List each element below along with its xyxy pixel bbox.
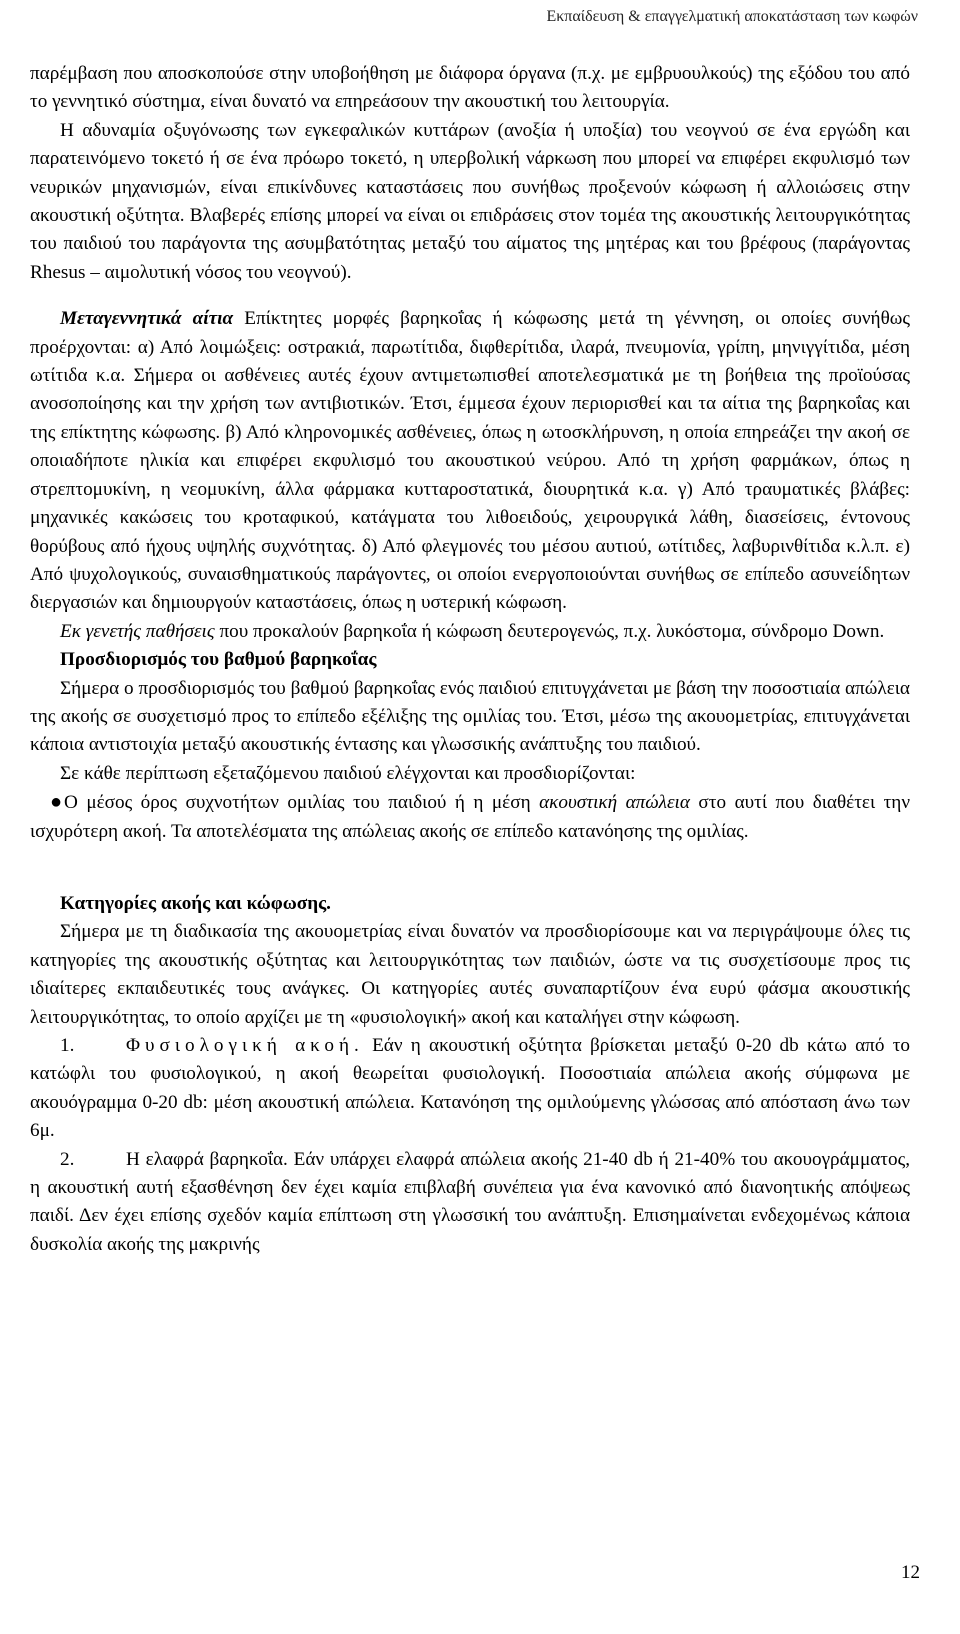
section-lead: Μεταγεννητικά αίτια — [60, 308, 234, 330]
bullet-icon: ● — [50, 791, 63, 814]
paragraph: Σε κάθε περίπτωση εξεταζόμενου παιδιού ελέγχονται και προσδιορίζονται: — [60, 762, 636, 784]
paragraph-text: που προκαλούν βαρηκοΐα ή κώφωση δευτερογενώς, π.χ. λυκόστομα, σύνδρομο Down. — [214, 620, 885, 642]
paragraph — [30, 618, 910, 646]
item-number: 1. — [60, 1035, 75, 1056]
section-lead: Εκ γενετής παθήσεις — [60, 620, 215, 642]
bullet-text: Ο μέσος όρος συχνοτήτων ομιλίας του παιδιού ή η μέση — [64, 792, 540, 814]
item-number: 2. — [60, 1148, 75, 1170]
numbered-item — [30, 1146, 910, 1260]
numbered-item — [30, 1032, 910, 1146]
running-header: Εκπαίδευση & επαγγελματική αποκατάσταση των κωφών — [546, 8, 918, 25]
paragraph: Σήμερα με τη διαδικασία της ακουομετρίας είναι δυνατόν να προσδιορίσουμε και να περιγράψουμε όλες τις κατηγορίες της ακουστικής οξύτητας και λειτουργικότητας των παιδιών, ώστε να τις συσχετίσουμε προς τις ιδιαίτερες εκπαιδευτικές τους ανάγκες. Οι κατηγορίες αυτές συναπαρτίζουν ένα ευρύ φάσμα ακουστικής λειτουργικότητας, το οποίο αρχίζει με τη «φυσιολογική» ακοή και καταλήγει στην κώφωση. — [30, 921, 910, 1028]
item-text: Η ελαφρά βαρηκοΐα. Εάν υπάρχει ελαφρά απώλεια ακοής 21-40 db ή 21-40% του ακουογράμματος, η ακουστική αυτή εξασθένηση δεν έχει καμία επιβλαβή συνέπεια για ένα κανονικό από διανοητικής απόψεως παιδί. Δεν έχει επίσης σχεδόν καμία επίπτωση στη γλωσσική του ανάπτυξη. Επισημαίνεται ενδεχομένως κάποια δυσκολία ακοής της μακρινής — [30, 1148, 910, 1255]
bullet-item — [30, 788, 910, 846]
paragraph: Σήμερα ο προσδιορισμός του βαθμού βαρηκοΐας ενός παιδιού επιτυγχάνεται με βάση την ποσοστιαία απώλεια της ακοής σε συσχετισμό προς το επίπεδο εξέλιξης της ομιλίας του. Έτσι, μέσω της ακουομετρίας, επιτυγχάνεται κάποια αντιστοιχία μεταξύ ακουστικής έντασης και γλωσσικής ανάπτυξης του παιδιού. — [30, 677, 910, 756]
item-label: Φυσιολογική ακοή. — [126, 1035, 364, 1056]
paragraph-text: Επίκτητες μορφές βαρηκοΐας ή κώφωσης μετά τη γέννηση, οι οποίες συνήθως προέρχονται: α) Από λοιμώξεις: οστρακιά, παρωτίτιδα, διφθερίτιδα, ιλαρά, πνευμονία, γρίπη, μηνιγγίτιδα, μέση ωτίτιδα κ.α. Σήμερα οι ασθένειες αυτές έχουν αντιμετωπισθεί αποτελεσματικά με τη βοήθεια της προϊούσας ανοσοποίησης και την χρήση των αντιβιοτικών. Έτσι, έμμεσα έχουν περιορισθεί και τα αίτια της βαρηκοΐας και της επίκτητης κώφωσης. β) Από κληρονομικές ασθένειες, όπως η ωτοσκλήρυνση, η οποία επηρεάζει την ακοή σε οποιαδήποτε ηλικία και επιφέρει εκφυλισμό του ακουστικού νεύρου. Από τη χρήση φαρμάκων, όπως η στρεπτομυκίνη, η νεομυκίνη, άλλα φάρμακα κυτταροστατικά, διουρητικά κ.α. γ) Από τραυματικές βλάβες: μηχανικές κακώσεις του κροταφικού, κατάγματα του λιθοειδούς, χειρουργικά λάθη, διασείσεις, έντονους θορύβους από ήχους υψηλής συχνότητας. δ) Από φλεγμονές του μέσου αυτιού, ωτίτιδες, λαβυρινθίτιδα κ.λ.π. ε) Από ψυχολογικούς, συναισθηματικούς παράγοντες, οι οποίοι ενεργοποιούνται συνήθως σε επίπεδο ασυνείδητων διεργασιών και δημιουργούν καταστάσεις, όπως η υστερική κώφωση. — [30, 308, 910, 614]
document-body — [30, 60, 910, 1259]
paragraph — [30, 305, 910, 617]
section-heading: Κατηγορίες ακοής και κώφωσης. — [60, 892, 331, 914]
paragraph: παρέμβαση που αποσκοπούσε στην υποβοήθηση με διάφορα όργανα (π.χ. με εμβρυουλκούς) της εξόδου του από το γεννητικό σύστημα, είναι δυνατό να επηρεάσουν την ακουστική του λειτουργία. — [30, 63, 910, 113]
page-number: 12 — [901, 1562, 920, 1583]
item-text: Εάν η ακουστική οξύτητα βρίσκεται μεταξύ 0-20 db κάτω από το κατώφλι του φυσιολογικού, η ακοή θεωρείται φυσιολογική. Ποσοστιαία απώλεια ακοής σύμφωνα με ακουόγραμμα 0-20 db: μέση ακουστική απώλεια. Κατανόηση της ομιλούμενης γλώσσας από απόσταση άνω των 6μ. — [30, 1035, 911, 1142]
bullet-emphasis: ακουστική απώλεια — [539, 792, 690, 814]
bullet-text: στο — [689, 792, 727, 814]
bullet-continuation: αυτί που διαθέτει την ισχυρότερη ακοή. Τα αποτελέσματα της απώλειας ακοής σε επίπεδο κατανόησης της ομιλίας. — [30, 792, 911, 842]
paragraph: Η αδυναμία οξυγόνωσης των εγκεφαλικών κυττάρων (ανοξία ή υποξία) του νεογνού σε ένα εργώδη και παρατεινόμενο τοκετό ή σε ένα πρόωρο τοκετό, η υπερβολική νάρκωση που μπορεί να επιφέρει εκφυλισμό των νευρικών μηχανισμών, είναι επικίνδυνες καταστάσεις που συνήθως προξενούν κώφωση ή αλλοιώσεις στην ακουστική οξύτητα. Βλαβερές επίσης μπορεί να είναι οι επιδράσεις στον τομέα της ακουστικής λειτουργικότητας του παιδιού του παράγοντα της ασυμβατότητας μεταξύ του αίματος της μητέρας και του βρέφους (παράγοντας Rhesus – αιμολυτική νόσος του νεογνού). — [30, 119, 910, 283]
section-heading: Προσδιορισμός του βαθμού βαρηκοΐας — [60, 649, 377, 671]
